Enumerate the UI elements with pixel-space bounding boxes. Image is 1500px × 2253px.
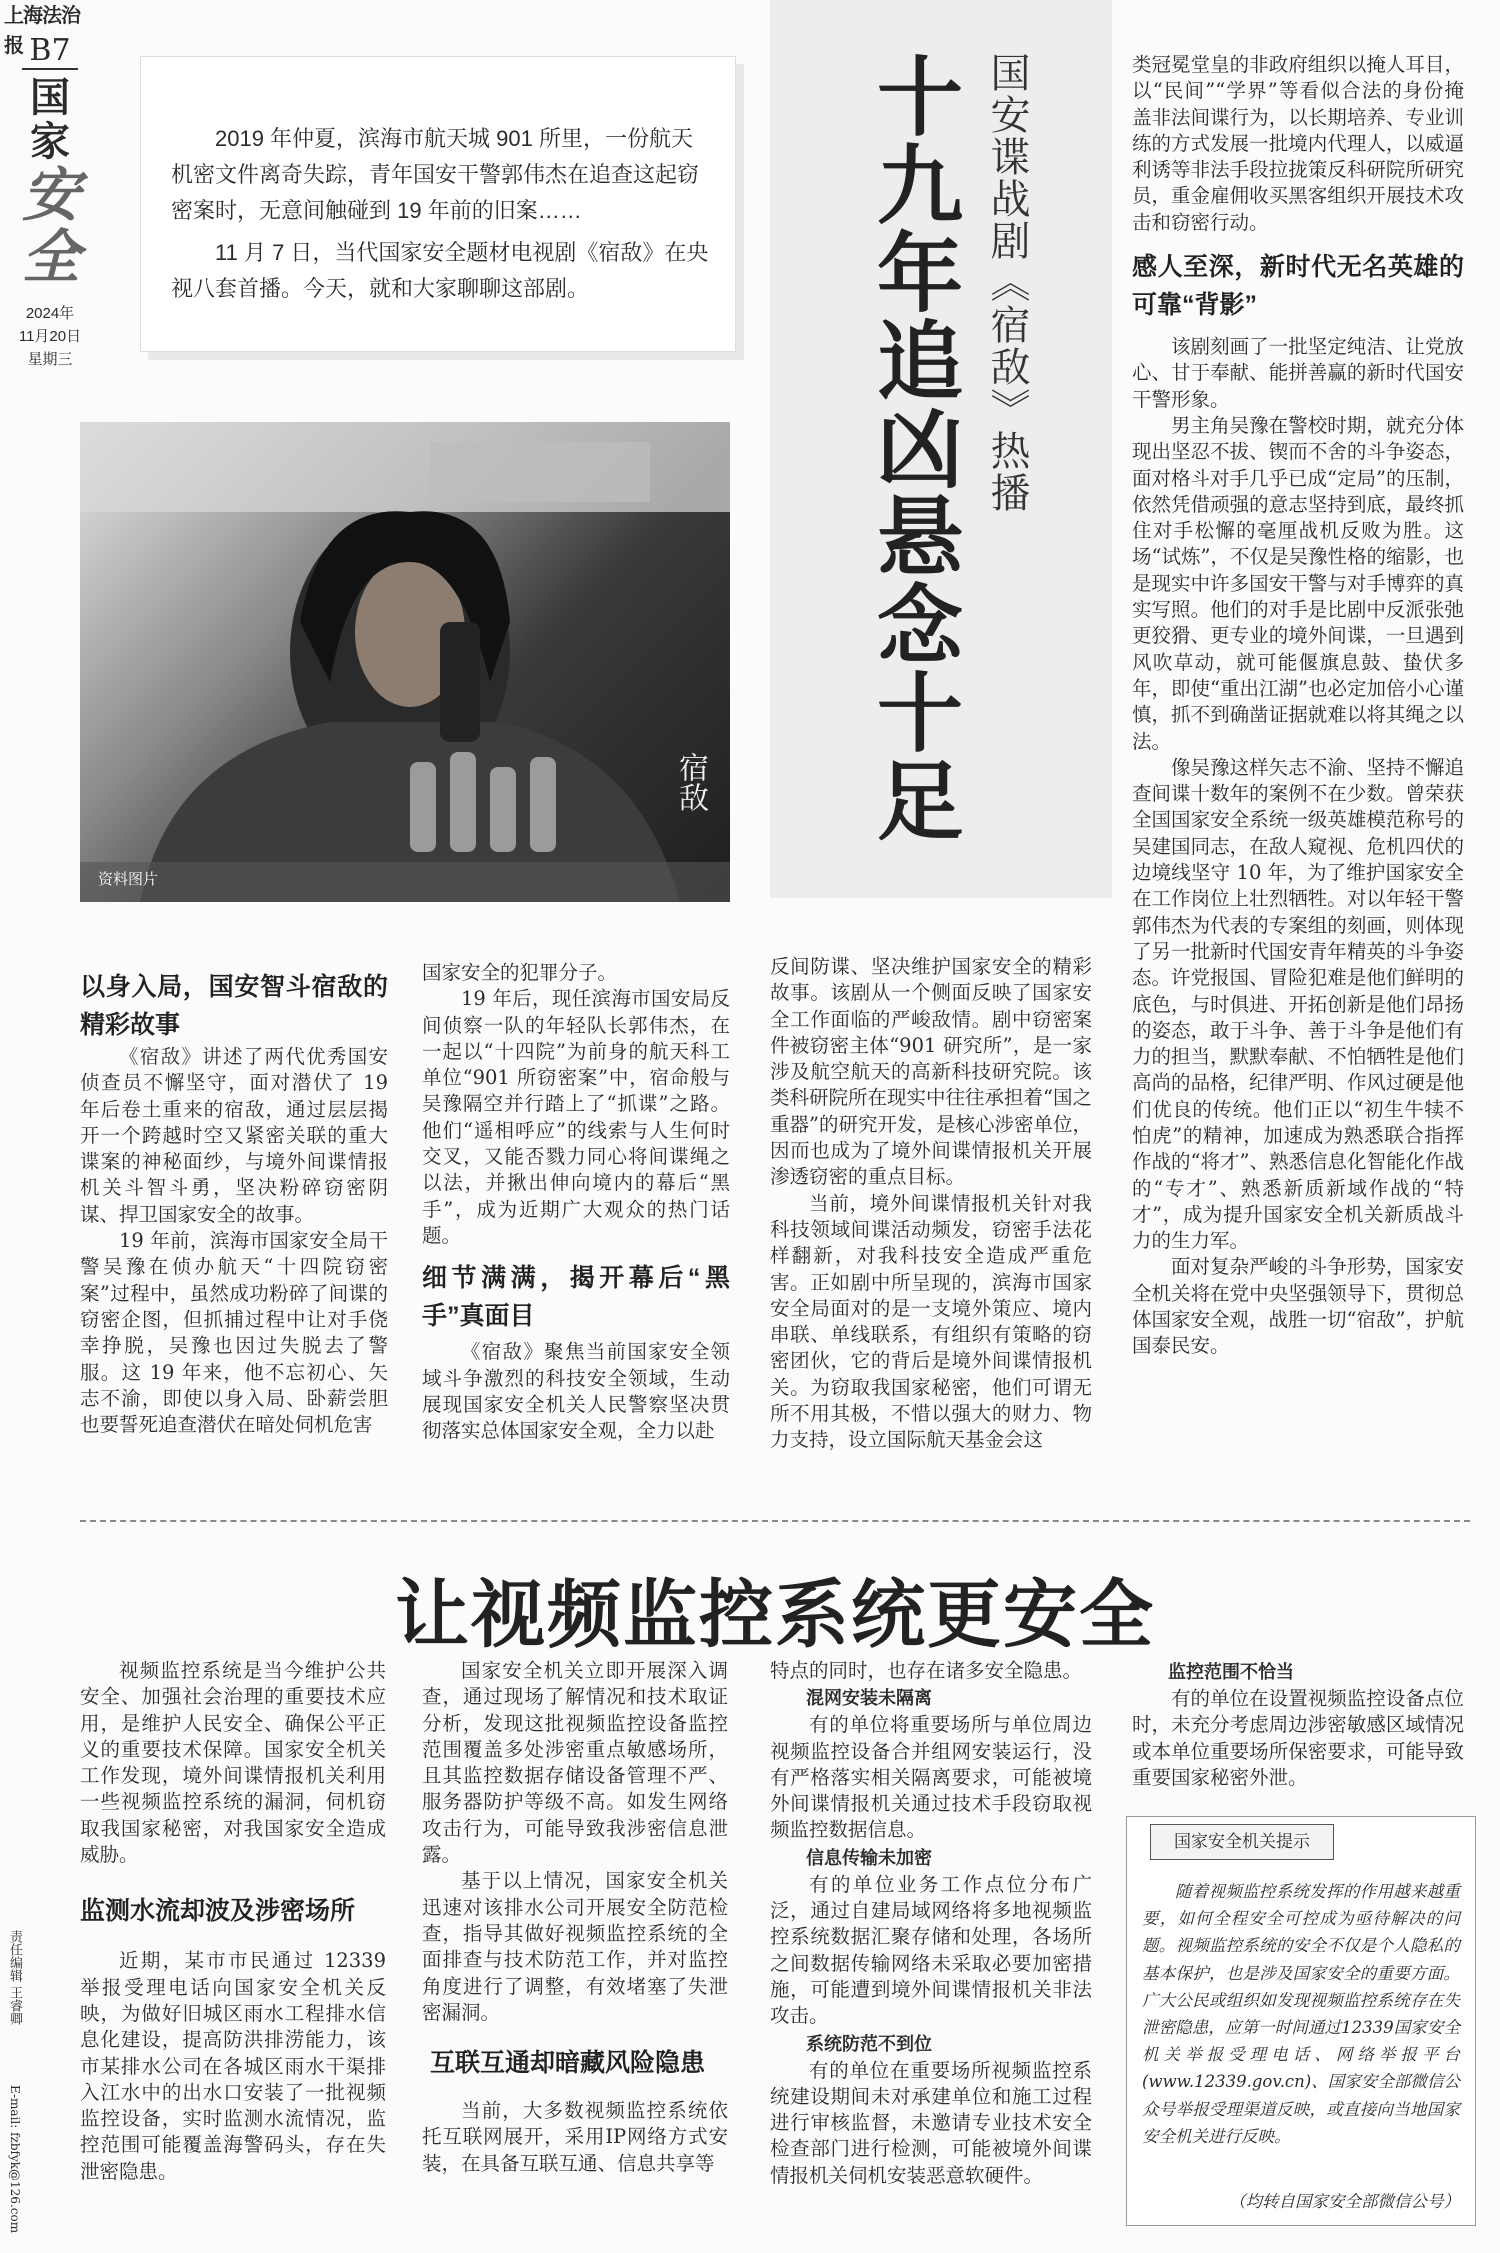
item-heading: 混网安装未隔离 — [806, 1688, 932, 1709]
issue-year: 2024年 — [25, 305, 75, 322]
article2-column — [422, 1658, 728, 2177]
issue-date — [8, 302, 92, 371]
item-heading: 系统防范不到位 — [806, 2033, 932, 2054]
tip-label: 国家安全机关提示 — [1150, 1824, 1334, 1860]
section-char: 家 — [30, 118, 70, 165]
issue-weekday: 星期三 — [27, 351, 73, 368]
body-paragraph: 类冠冕堂皇的非政府组织以掩人耳目，以“民间”“学界”等看似合法的身份掩盖非法间谍行为，以长期培养、专业训练的方式发展一批境内代理人，以威逼利诱等非法手段拉拢策反科研院所研究员，重金雇佣收买黑客组织开展技术攻击和窃密行动。 — [1132, 53, 1464, 234]
article-title: 十九年追凶悬念十足 — [862, 52, 963, 844]
article2-title: 让视频监控系统更安全 — [395, 1572, 1155, 1658]
body-paragraph: 19 年前，滨海市国家安全局干警吴豫在侦办航天“十四院窃密案”过程中，虽然成功粉碎了间谍的窃密企图，但抓捕过程中让对手侥幸挣脱，吴豫也因过失脱去了警服。这 19 年来，他不忘初心、矢志不渝，即使以身入局、卧薪尝胆也要誓死追查潜伏在暗处伺机危害 — [80, 1229, 388, 1437]
tip-text — [1142, 1878, 1460, 2150]
article-subtitle: 国安谍战剧《宿敌》热播 — [984, 52, 1030, 514]
body-paragraph: 有的单位在设置视频监控设备点位时，未充分考虑周边涉密敏感区域情况或本单位重要场所保密要求，可能导致重要国家秘密外泄。 — [1132, 1687, 1464, 1789]
article-intro — [140, 56, 736, 352]
article-column — [422, 960, 730, 1444]
page-number: B7 — [22, 34, 78, 70]
body-paragraph: 基于以上情况，国家安全机关迅速对该排水公司开展安全防范检查，指导其做好视频监控系统的全面排查与技术防范工作，并对监控角度进行了调整，有效堵塞了失泄密漏洞。 — [422, 1869, 728, 2024]
article-column — [770, 954, 1092, 1454]
item-heading: 信息传输未加密 — [806, 1847, 932, 1868]
section-char: 安 — [22, 161, 81, 229]
section-heading: 以身入局，国安智斗宿敌的精彩故事 — [80, 973, 388, 1039]
section-name — [22, 74, 81, 291]
body-paragraph: 近期，某市市民通过 12339 举报受理电话向国家安全机关反映，为做好旧城区雨水工程排水信息化建设，提高防洪排涝能力，该市某排水公司在各城区雨水干渠排入江水中的出水口安装了一批视频监控设备，实时监测水流情况，监控范围可能覆盖海警码头，存在失泄密隐患。 — [80, 1949, 386, 2183]
section-char: 全 — [22, 223, 81, 291]
tip-paragraph: 随着视频监控系统发挥的作用越来越重要，如何全程安全可控成为亟待解决的问题。视频监控系统的安全不仅是个人隐私的基本保护，也是涉及国家安全的重要方面。广大公民或组织如发现视频监控系统存在失泄密隐患，应第一时间通过12339国家安全机关举报受理电话、网络举报平台(www.12339.gov.cn)、国家安全部微信公众号举报受理渠道反映，或直接向当地国家安全机关进行反映。 — [1142, 1882, 1460, 2146]
newspaper-masthead: 上海法治报 — [4, 3, 80, 57]
intro-paragraph: 11 月 7 日，当代国家安全题材电视剧《宿敌》在央视八套首播。今天，就和大家聊聊这部剧。 — [171, 240, 709, 301]
editor-email: E-mail: fzbfyk@126.com — [8, 2085, 22, 2234]
section-heading: 监测水流却波及涉密场所 — [80, 1897, 356, 1926]
body-paragraph: 当前，境外间谍情报机关针对我科技领域间谍活动频发，窃密手法花样翻新，对我科技安全造成严重危害。正如剧中所呈现的，滨海市国家安全局面对的是一支境外策应、境内串联、单线联系，有组织有策略的窃密团伙，它的背后是境外间谍情报机关。为窃取我国家秘密，他们可谓无所不用其极，不惜以强大的财力、物力支持，设立国际航天基金会这 — [770, 1191, 1092, 1452]
article-column — [1132, 52, 1464, 1360]
article2-column — [80, 1658, 386, 2185]
body-paragraph: 特点的同时，也存在诸多安全隐患。 — [770, 1659, 1083, 1682]
item-heading: 监控范围不恰当 — [1168, 1662, 1294, 1682]
source-note: （均转自国家安全部微信公号） — [1229, 2192, 1460, 2211]
body-paragraph: 《宿敌》聚焦当前国家安全领域斗争激烈的科技安全领域，生动展现国家安全机关人民警察坚决贯彻落实总体国家安全观，全力以赴 — [422, 1340, 730, 1443]
section-heading: 细节满满，揭开幕后“黑手”真面目 — [422, 1264, 730, 1331]
section-char: 国 — [30, 74, 70, 121]
photo-overlay-title: 宿敌 — [673, 752, 708, 812]
drama-still-photo — [80, 422, 730, 902]
body-paragraph: 该剧刻画了一批坚定纯洁、让党放心、甘于奉献、能拼善赢的新时代国安干警形象。 — [1132, 335, 1464, 411]
body-paragraph: 像吴豫这样矢志不渝、坚持不懈追查间谍十数年的案例不在少数。曾荣获全国国家安全系统一级英雄模范称号的吴建国同志，在敌人窥视、危机四伏的边境线坚守 10 年，为了维护国家安全在工作岗位上壮烈牺牲。对以年轻干警郭伟杰为代表的专案组的刻画，则体现了另一批新时代国安青年精英的斗争姿态。许党报国、冒险犯难是他们鲜明的底色，与时俱进、开拓创新是他们昂扬的姿态，敢于斗争、善于斗争是他们有力的担当，默默奉献、不怕牺牲是他们高尚的品格，纪律严明、作风过硬是他们优良的传统。他们正以“初生牛犊不怕虎”的精神，加速成为熟悉联合指挥作战的“将才”、熟悉信息化智能化作战的“专才”、熟悉新质新域作战的“特才”，成为提升国家安全机关新质战斗力的生力军。 — [1132, 755, 1464, 1253]
body-paragraph: 男主角吴豫在警校时期，就充分体现出坚忍不拔、锲而不舍的斗争姿态，面对格斗对手几乎已成“定局”的压制，依然凭借顽强的意志坚持到底，最终抓住对手松懈的毫厘战机反败为胜。这场“试炼”，不仅是吴豫性格的缩影，也是现实中许多国安干警与对手博弈的真实写照。他们的对手是比剧中反派张弛更狡猾、更专业的境外间谍，一旦遇到风吹草动，就可能偃旗息鼓、蛰伏多年，即使“重出江湖”也必定加倍小心谨慎，抓不到确凿证据就难以将其绳之以法。 — [1132, 413, 1464, 753]
body-paragraph: 国家安全机关立即开展深入调查，通过现场了解情况和技术取证分析，发现这批视频监控设备监控范围覆盖多处涉密重点敏感场所，且其监控数据存储设备管理不严、服务器防护等级不高。如发生网络攻击行为，可能导致我涉密信息泄露。 — [422, 1659, 728, 1867]
body-paragraph: 国家安全的犯罪分子。 — [422, 961, 618, 984]
body-paragraph: 反间防谍、坚决维护国家安全的精彩故事。该剧从一个侧面反映了国家安全工作面临的严峻敌情。剧中窃密案件被窃密主体“901 研究所”，是一家涉及航空航天的高新科技研究院。该类科研院所在现实中往往承担着“国之重器”的研究开发，是核心涉密单位，因而也成为了境外间谍情报机关开展渗透窃密的重点目标。 — [770, 955, 1092, 1189]
article-column — [80, 968, 388, 1438]
photo-illustration — [80, 422, 730, 902]
section-heading: 互联互通却暗藏风险隐患 — [430, 2049, 706, 2078]
body-paragraph: 当前，大多数视频监控系统依托互联网展开，采用IP网络方式安装，在具备互联互通、信息共享等 — [422, 2099, 728, 2175]
body-paragraph: 《宿敌》讲述了两代优秀国安侦查员不懈坚守，面对潜伏了 19 年后卷土重来的宿敌，通过层层揭开一个跨越时空又紧密关联的重大谍案的神秘面纱，与境外间谍情报机关斗智斗勇，坚决粉碎窃密阴谋、捍卫国家安全的故事。 — [80, 1045, 388, 1226]
article2-column — [770, 1658, 1092, 2189]
photo-caption: 资料图片 — [98, 871, 159, 888]
section-divider — [80, 1520, 1470, 1522]
issue-day: 11月20日 — [18, 328, 82, 345]
body-paragraph: 面对复杂严峻的斗争形势，国家安全机关将在党中央坚强领导下，贯彻总体国家安全观，战胜一切“宿敌”，护航国泰民安。 — [1132, 1255, 1464, 1358]
intro-paragraph: 2019 年仲夏，滨海市航天城 901 所里，一份航天机密文件离奇失踪，青年国安干警郭伟杰在追查这起窃密案时，无意间触碰到 19 年前的旧案…… — [171, 126, 700, 223]
body-paragraph: 有的单位在重要场所视频监控系统建设期间未对承建单位和施工过程进行审核监督，未邀请专业技术安全检查部门进行检测，可能被境外间谍情报机关伺机安装恶意软硬件。 — [770, 2058, 1092, 2187]
body-paragraph: 视频监控系统是当今维护公共安全、加强社会治理的重要技术应用，是维护人民安全、确保公平正义的重要技术保障。国家安全机关工作发现，境外间谍情报机关利用一些视频监控系统的漏洞，伺机窃取我国家秘密，对我国家安全造成威胁。 — [80, 1659, 386, 1867]
body-paragraph: 有的单位将重要场所与单位周边视频监控设备合并组网安装运行，没有严格落实相关隔离要求，可能被境外间谍情报机关通过技术手段窃取视频监控数据信息。 — [770, 1713, 1092, 1842]
body-paragraph: 19 年后，现任滨海市国安局反间侦察一队的年轻队长郭伟杰，在一起以“十四院”为前身的航天科工单位“901 所窃密案”中，宿命般与吴豫隔空并行踏上了“抓谍”之路。他们“遥相呼应”的线索与人生何时交叉，又能否戮力同心将间谍绳之以法，并揪出伸向境内的幕后“黑手”，成为近期广大观众的热门话题。 — [422, 987, 730, 1247]
body-paragraph: 有的单位业务工作点位分布广泛，通过自建局域网络将多地视频监控系统数据汇聚存储和处理，各场所之间数据传输网络未采取必要加密措施，可能遭到境外间谍情报机关非法攻击。 — [770, 1872, 1092, 2028]
section-heading: 感人至深，新时代无名英雄的可靠“背影” — [1132, 253, 1464, 320]
editor-credit: 责任编辑 王睿卿 — [7, 1930, 22, 2026]
article2-column — [1132, 1658, 1464, 1791]
